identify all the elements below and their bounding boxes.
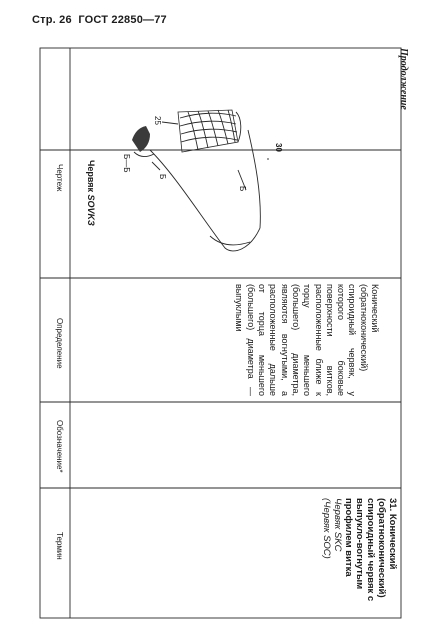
page-label: Стр. 26 [32, 14, 72, 26]
drawing-title-code: SOVKЗ [86, 194, 96, 226]
cone-tip-arc [210, 236, 250, 245]
definition-text: Конический (обратноконический) спироидный червяк, у которого боковые поверхности витков, расположенные ближе к торцу меньшего (большего) диаметра, являются вогнутыми, а расположенные дальше от торца меньшего (большего) диаметра — выпуклыми [234, 284, 380, 396]
callout-top: 25 [153, 116, 162, 125]
section-profile [132, 126, 154, 157]
term-main: Конический (обратноконический) спироидный червяк с выпукло-вогнутым профилем витка [343, 498, 398, 602]
drawing-title-prefix: Червяк [86, 160, 96, 192]
callout-lower: Б [238, 186, 247, 192]
continued-label: Продолжение [398, 48, 409, 110]
term-number: 31. [387, 498, 398, 512]
column-header-term: Термин [55, 532, 64, 560]
standard-number: ГОСТ 22850—77 [78, 14, 167, 26]
leader-line-side [152, 162, 160, 170]
callout-side: Б [158, 174, 167, 180]
thread-section [178, 110, 241, 152]
column-header-definition: Определение [55, 318, 64, 369]
term-variant-soc: (Червяк SOC) [321, 498, 332, 559]
figure-number: 30 [274, 143, 283, 152]
leader-line-top [162, 122, 178, 124]
column-header-drawing: Чертеж [55, 164, 64, 192]
column-header-designation: Обозначение* [55, 420, 64, 473]
term-variant-skc: Червяк SKC [332, 498, 343, 552]
section-label: Б—Б [122, 154, 131, 173]
